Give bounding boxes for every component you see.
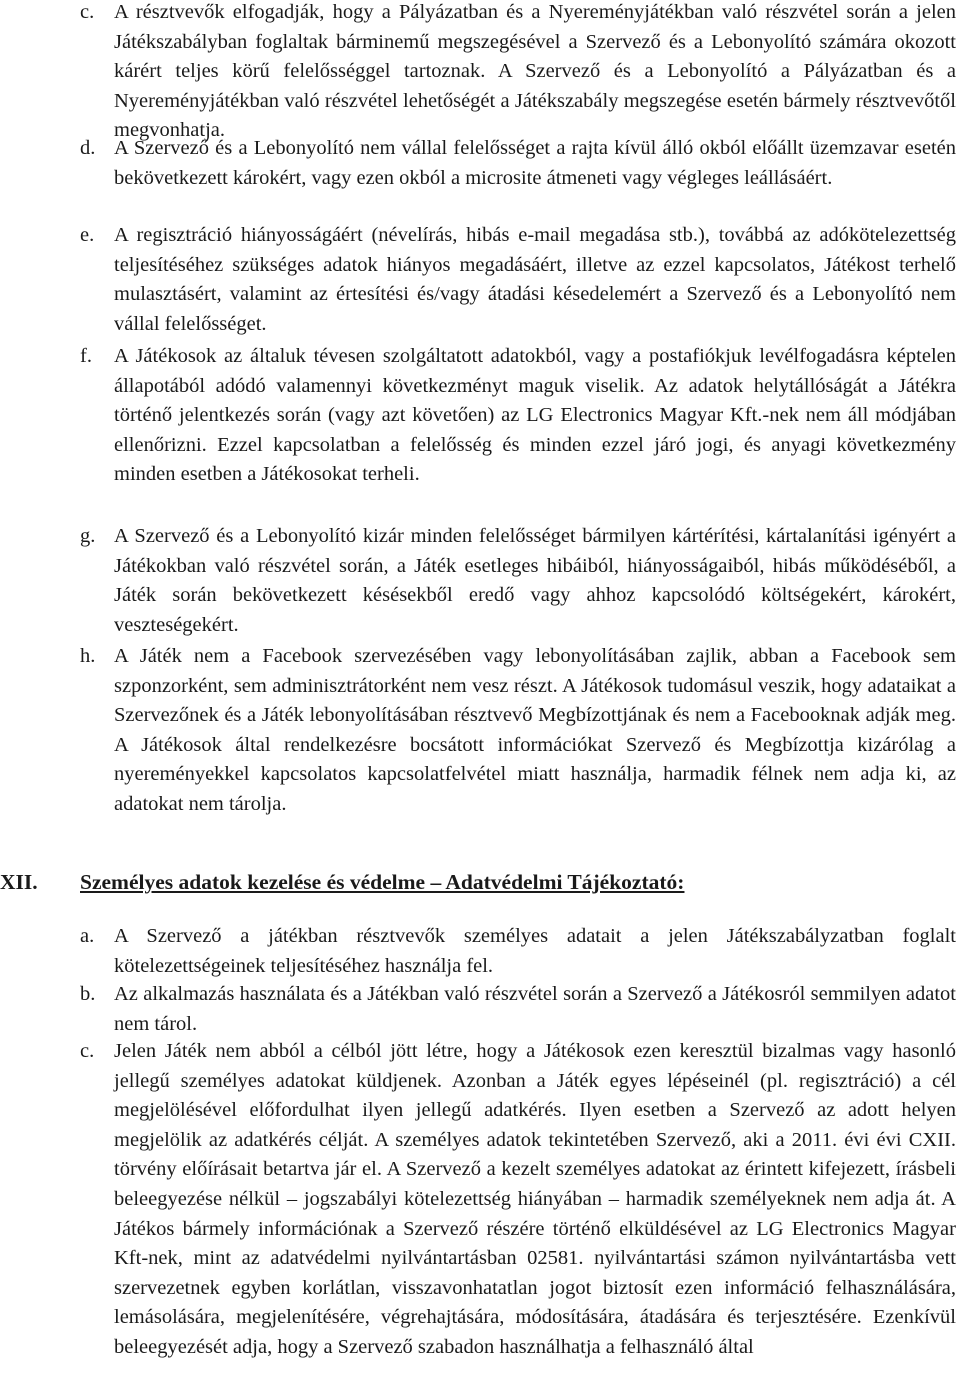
item-marker: g. xyxy=(80,525,96,547)
item-marker: b. xyxy=(80,983,96,1005)
item-text: A résztvevők elfogadják, hogy a Pályázatban és a Nyereményjátékban való részvétel során a jelen Játékszabályban foglaltak bárminemű megszegésével a Szervező és a Lebonyolító számára okozott kárért teljes körű felelősséggel tartoznak. A Szervező és a Lebonyolító a Pályázatban és a Nyereményjátékban való részvétel lehetőségét a Játékszabály megszegése esetén bármely résztvevőtől megvonhatja. xyxy=(114,1,956,142)
item-text: A Szervező és a Lebonyolító kizár minden felelősséget bármilyen kártérítési, kártalanítási igényért a Játékokban való részvétel során, a Játék esetleges hibáiból, hiányosságaiból, hibás működéséből, a Játék során bekövetkezett késésekből eredő vagy ahhoz kapcsolódó költségekért, károkért, veszteségekért. xyxy=(114,525,956,636)
item-text: Az alkalmazás használata és a Játékban való részvétel során a Szervező a Játékosról semmilyen adatot nem tárol. xyxy=(114,983,956,1035)
item-marker: d. xyxy=(80,137,96,159)
item-text: A Szervező és a Lebonyolító nem vállal felelősséget a rajta kívül álló okból előállt üzemzavar esetén bekövetkezett károkért, vagy ezen okból a microsite átmeneti vagy végleges leállásáért. xyxy=(114,137,956,189)
item-marker: h. xyxy=(80,645,96,667)
item-marker: a. xyxy=(80,925,95,947)
item-text: A Szervező a játékban résztvevők személyes adatait a jelen Játékszabályzatban foglalt kötelezettségeinek teljesítéséhez használja fel. xyxy=(114,925,956,977)
item-marker: c. xyxy=(80,1,95,23)
item-marker: f. xyxy=(80,345,92,367)
section-number: XII. xyxy=(0,870,38,894)
item-text: A regisztráció hiányosságáért (névelírás, hibás e-mail megadása stb.), továbbá az adókötelezettség teljesítéséhez szükséges adatok hiányos megadásáért, illetve az ezzel kapcsolatos, Játékost terhelő mulasztásért, valamint az értesítési és/vagy átadási késedelemért a Szervező és a Lebonyolító nem vállal felelősséget. xyxy=(114,224,956,335)
item-text: Jelen Játék nem abból a célból jött létre, hogy a Játékosok ezen keresztül bizalmas vagy hasonló jellegű személyes adatokat küldjenek. Azonban a Játék egyes lépéseinél (pl. regisztráció) a cél megjelölésével előfordulhat ilyen jellegű adatkérés. Ilyen esetben a Szervező az adott helyen megjelölik az adatkérés célját. A személyes adatok tekintetében Szervező, aki a 2011. évi évi CXII. törvény előírásait betartva jár el. A Szervező a kezelt személyes adatokat az érintett kifejezett, írásbeli beleegyezése nélkül – jogszabályi kötelezettség hiányában – harmadik személyeknek nem adja át. A Játékos bármely információnak a Szervező részére történő elküldésével az LG Electronics Magyar Kft-nek, mint az adatvédelmi nyilvántartásban 02581. nyilvántartási számon nyilvántartásba vett szervezetnek egyben korlátlan, visszavonhatatlan jogot biztosít ezen információ felhasználására, lemásolására, megjelenítésére, végrehajtására, módosítására, átadására és terjesztésére. Ezenkívül beleegyezését adja, hogy a Szervező szabadon használhatja a felhasználó által xyxy=(114,1040,956,1358)
item-text: A Játékosok az általuk tévesen szolgáltatott adatokból, vagy a postafiókjuk levélfogadásra képtelen állapotából adódó valamennyi következményt maguk viselik. Az adatok helytállóságát a Játékra történő jelentkezés során (vagy azt követően) az LG Electronics Magyar Kft.-nek nem áll módjában ellenőrizni. Ezzel kapcsolatban a felelősség és minden ezzel járó jogi, és anyagi következmény minden esetben a Játékosokat terheli. xyxy=(114,345,956,486)
item-marker: e. xyxy=(80,224,95,246)
item-text: A Játék nem a Facebook szervezésében vagy lebonyolításában zajlik, abban a Facebook sem szponzorként, sem adminisztrátorként nem vesz részt. A Játékosok tudomásul veszik, hogy adataikat a Szervezőnek és a Játék lebonyolításában résztvevő Megbízottjának és nem a Facebooknak adják meg. A Játékosok által rendelkezésre bocsátott információkat Szervező és Megbízottja kizárólag a nyereményekkel kapcsolatos kapcsolatfelvétel miatt használja, harmadik félnek nem adja ki, az adatokat nem tárolja. xyxy=(114,645,956,815)
section-title: Személyes adatok kezelése és védelme – Adatvédelmi Tájékoztató: xyxy=(80,870,685,894)
item-marker: c. xyxy=(80,1040,95,1062)
